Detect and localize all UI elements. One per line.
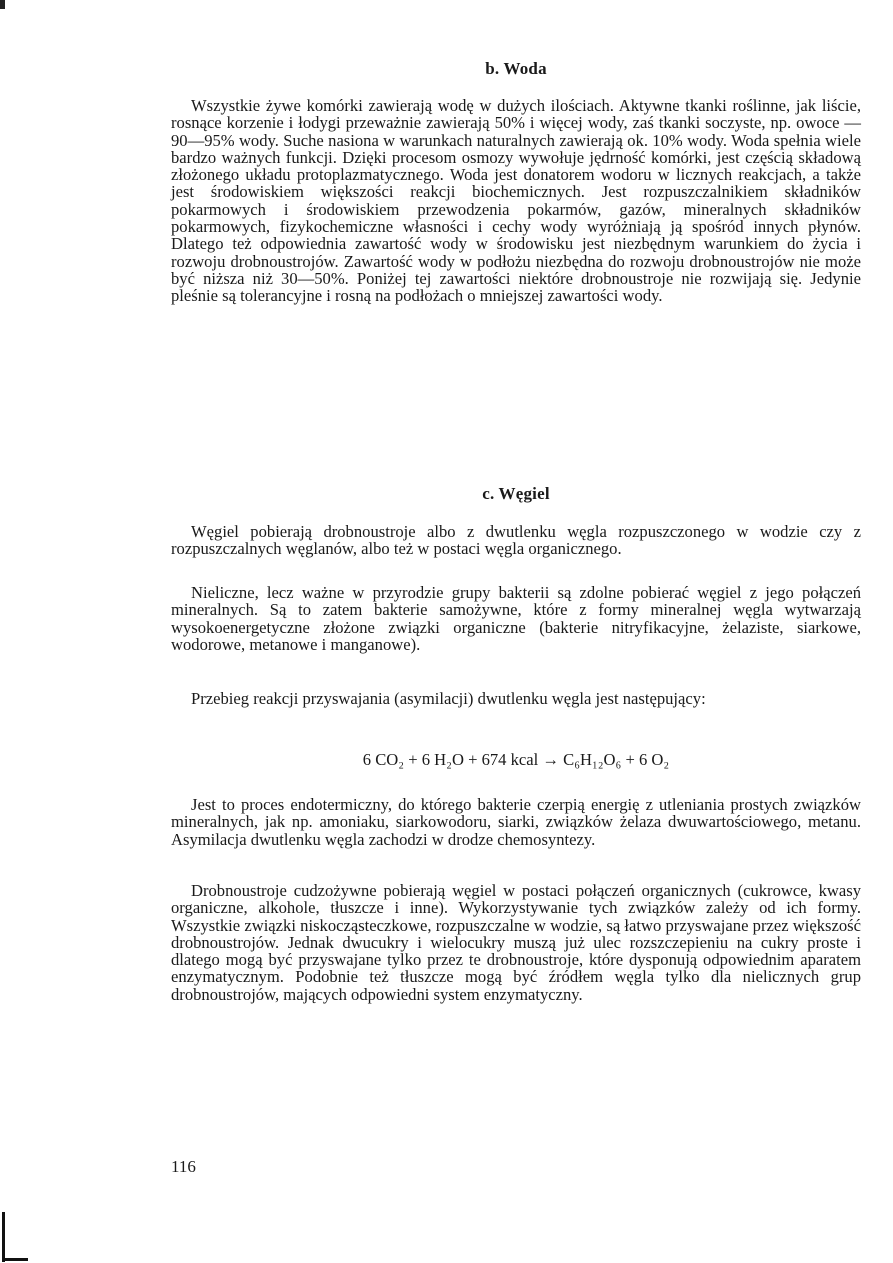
section-c-paragraph-3: Przebieg reakcji przyswajania (asymilacji) dwutlenku węgla jest następujący: — [191, 689, 706, 708]
page-number: 116 — [171, 1157, 196, 1176]
section-c-paragraph-1: Węgiel pobierają drobnoustroje albo z dwutlenku węgla rozpuszczonego w wodzie czy z rozpuszczalnych węglanów, albo też w postaci węgla organicznego. — [171, 522, 861, 559]
scan-corner-mark — [2, 1258, 28, 1261]
chemosynthesis-equation: 6 CO₂ + 6 H₂O + 674 kcal → C₆H₁₂O₆ + 6 O₂ — [362, 750, 670, 769]
section-b-paragraph: Wszystkie żywe komórki zawierają wodę w dużych ilościach. Aktywne tkanki roślinne, jak liście, rosnące korzenie i łodygi przeważnie zawierają 50% i więcej wody, zaś tkanki soczyste, np. owoce — 90—95% wody. Suche nasiona w warunkach naturalnych zawierają ok. 10% wody. Woda spełnia wiele bardzo ważnych funkcji. Dzięki procesom osmozy wywołuje jędrność komórki, jest częścią składową złożonego układu protoplazmatycznego. Woda jest donatorem wodoru w licznych reakcjach, a także jest środowiskiem większości reakcji biochemicznych. Jest rozpuszczalnikiem składników pokarmowych i środowiskiem przewodzenia pokarmów, gazów, mineralnych składników pokarmowych, fizykochemiczne własności i cechy wody wyróżniają ją spośród innych płynów. Dlatego też odpowiednia zawartość wody w środowisku jest niezbędnym warunkiem do życia i rozwoju drobnoustrojów. Zawartość wody w podłożu niezbędna do rozwoju drobnoustrojów nie może być niższa niż 30—50%. Poniżej tej zawartości niektóre drobnoustroje nie rozwijają się. Jedynie pleśnie są tolerancyjne i rosną na podłożach o mniejszej zawartości wody. — [171, 96, 861, 306]
section-c-heading: c. Węgiel — [482, 484, 550, 503]
section-c-paragraph-4: Jest to proces endotermiczny, do którego bakterie czerpią energię z utleniania prostych związków mineralnych, jak np. amoniaku, siarkowodoru, siarki, związków żelaza dwuwartościowego, metanu. Asymilacja dwutlenku węgla zachodzi w drodze chemosyntezy. — [171, 795, 861, 849]
scan-mark — [0, 0, 5, 9]
section-c-paragraph-2: Nieliczne, lecz ważne w przyrodzie grupy bakterii są zdolne pobierać węgiel z jego połączeń mineralnych. Są to zatem bakterie samożywne, które z formy mineralnej węgla wytwarzają wysokoenergetyczne złożone związki organiczne (bakterie nitryfikacyjne, żelaziste, siarkowe, wodorowe, metanowe i manganowe). — [171, 583, 861, 654]
scan-corner-mark — [2, 1212, 5, 1262]
section-c-paragraph-5: Drobnoustroje cudzożywne pobierają węgiel w postaci połączeń organicznych (cukrowce, kwasy organiczne, alkohole, tłuszcze i inne). Wykorzystywanie tych związków zależy od ich formy. Wszystkie związki niskocząsteczkowe, rozpuszczalne w wodzie, są łatwo przyswajane przez większość drobnoustrojów. Jednak dwucukry i wielocukry muszą już ulec rozszczepieniu na cukry proste i dlatego mogą być przyswajane tylko przez te drobnoustroje, które dysponują odpowiednim aparatem enzymatycznym. Podobnie też tłuszcze mogą być źródłem węgla tylko dla nielicznych grup drobnoustrojów, mających odpowiedni system enzymatyczny. — [171, 881, 861, 1004]
section-b-heading: b. Woda — [485, 59, 547, 78]
